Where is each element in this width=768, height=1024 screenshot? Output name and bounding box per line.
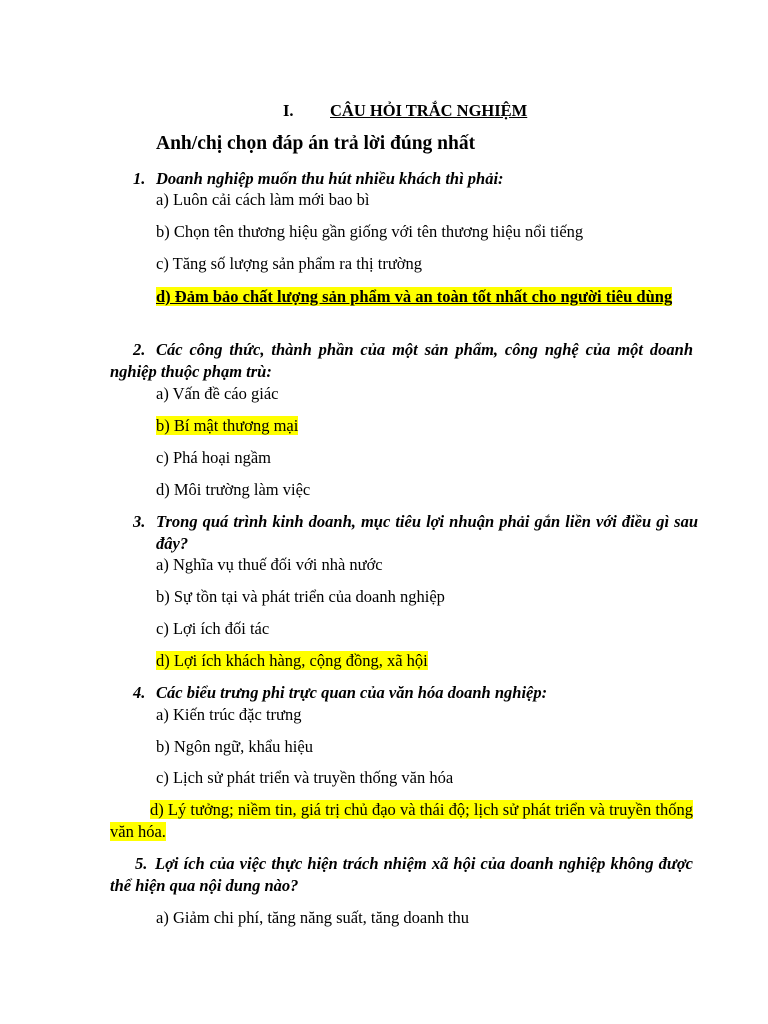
- q2-option-c: c) Phá hoại ngầm: [156, 448, 272, 467]
- q4-option-a: a) Kiến trúc đặc trưng: [156, 705, 302, 724]
- q5-option-a: a) Giảm chi phí, tăng năng suất, tăng doanh thu: [156, 908, 469, 927]
- question-number: 1.: [133, 169, 146, 188]
- q2-option-a: a) Vấn đề cáo giác: [156, 384, 279, 403]
- section-title: CÂU HỎI TRẮC NGHIỆM: [330, 101, 528, 120]
- instruction-heading: Anh/chị chọn đáp án trả lời đúng nhất: [156, 133, 476, 154]
- q4-option-c: c) Lịch sử phát triển và truyền thống văn hóa: [156, 768, 454, 787]
- highlighted-answer: d) Lý tưởng; niềm tin, giá trị chủ đạo và thái độ; lịch sử phát triển và truyền thống văn hóa.: [110, 800, 693, 841]
- question-text: Các công thức, thành phần của một sản phẩm, công nghệ của một doanh nghiệp thuộc phạm trù:: [110, 340, 693, 381]
- question-text: Lợi ích của việc thực hiện trách nhiệm xã hội của doanh nghiệp không được thể hiện qua nội dung nào?: [110, 854, 693, 895]
- q1-option-b: b) Chọn tên thương hiệu gần giống với tên thương hiệu nổi tiếng: [156, 222, 584, 241]
- question-number: 3.: [133, 512, 146, 531]
- highlighted-answer: d) Lợi ích khách hàng, cộng đồng, xã hội: [156, 651, 428, 670]
- question-text: Các biểu trưng phi trực quan của văn hóa doanh nghiệp:: [156, 683, 548, 702]
- question-number: 4.: [133, 683, 146, 702]
- q3-option-b: b) Sự tồn tại và phát triển của doanh nghiệp: [156, 587, 445, 606]
- q2-option-b-correct: [156, 415, 298, 437]
- question-2: [110, 339, 693, 383]
- question-number: 2.: [133, 340, 146, 359]
- section-number: I.: [283, 101, 294, 120]
- question-5: [110, 853, 693, 897]
- q3-option-a: a) Nghĩa vụ thuế đối với nhà nước: [156, 555, 383, 574]
- q1-option-a: a) Luôn cải cách làm mới bao bì: [156, 190, 370, 209]
- q4-option-b: b) Ngôn ngữ, khẩu hiệu: [156, 737, 313, 756]
- highlighted-answer: b) Bí mật thương mại: [156, 416, 299, 435]
- q1-option-d-correct: [110, 286, 693, 308]
- section-heading: [283, 101, 527, 121]
- q3-option-d-correct: [156, 650, 428, 672]
- q2-option-d: d) Môi trường làm việc: [156, 480, 311, 499]
- question-1: [133, 168, 504, 190]
- q1-option-c: c) Tăng số lượng sản phẩm ra thị trường: [156, 254, 422, 273]
- question-3: [133, 511, 698, 555]
- q4-option-d-correct: [110, 799, 693, 843]
- highlighted-answer: d) Đảm bảo chất lượng sản phẩm và an toàn tốt nhất cho người tiêu dùng: [156, 287, 673, 306]
- question-text: Trong quá trình kinh doanh, mục tiêu lợi nhuận phải gắn liền với điều gì sau đây?: [156, 512, 698, 553]
- question-text: Doanh nghiệp muốn thu hút nhiều khách thì phải:: [156, 169, 504, 188]
- question-4: [133, 682, 547, 704]
- q3-option-c: c) Lợi ích đối tác: [156, 619, 270, 638]
- question-number: 5.: [135, 854, 148, 873]
